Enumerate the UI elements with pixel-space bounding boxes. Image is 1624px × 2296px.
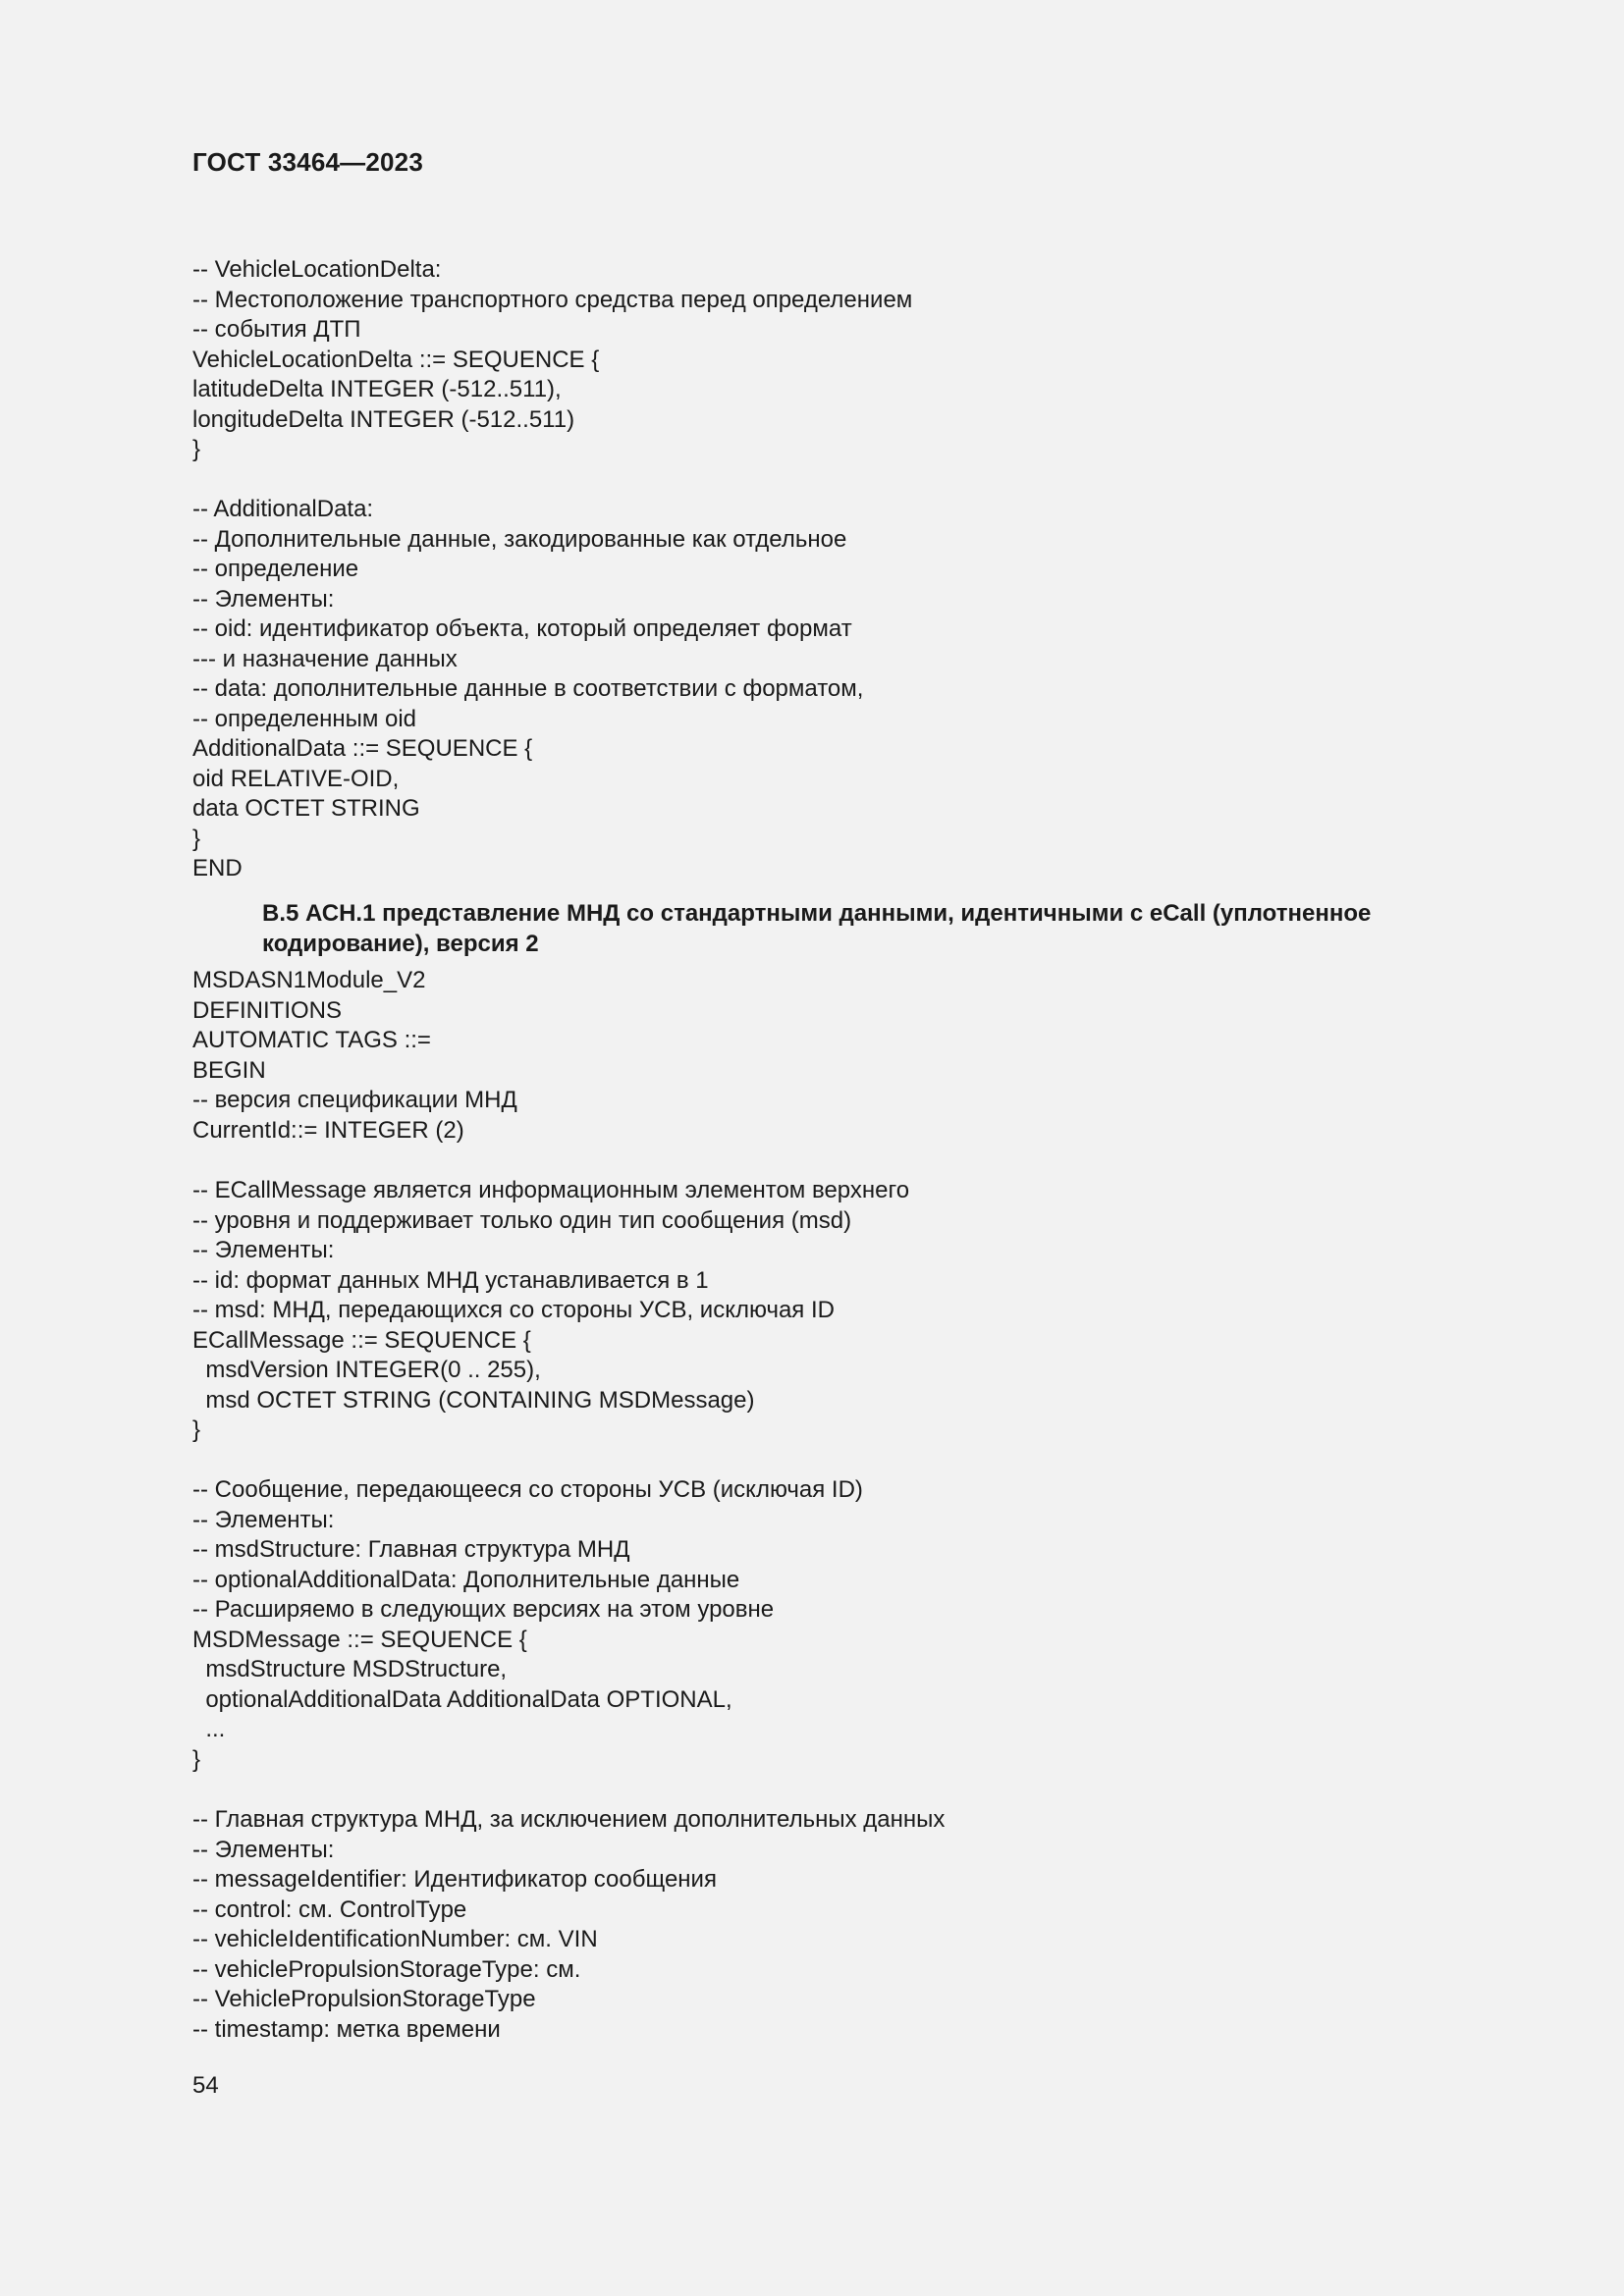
code-line: END (192, 855, 243, 881)
code-line: -- версия спецификации МНД (192, 1087, 517, 1113)
code-line: BEGIN (192, 1056, 266, 1084)
code-line: CurrentId::= INTEGER (2) (192, 1116, 464, 1144)
code-line: AdditionalData ::= SEQUENCE { (192, 735, 533, 762)
code-line: -- oid: идентификатор объекта, который определяет формат (192, 615, 852, 642)
code-line: -- Сообщение, передающееся со стороны УСВ (исключая ID) (192, 1476, 863, 1503)
code-line: MSDMessage ::= SEQUENCE { (192, 1626, 527, 1653)
code-line: optionalAdditionalData AdditionalData OPTIONAL, (192, 1685, 732, 1713)
code-block-module-header (192, 966, 517, 1146)
page-number: 54 (192, 2072, 219, 2099)
code-line: AUTOMATIC TAGS ::= (192, 1027, 431, 1053)
code-line: -- Местоположение транспортного средства перед определением (192, 286, 913, 313)
code-line: oid RELATIVE-OID, (192, 765, 400, 792)
code-line: } (192, 436, 201, 462)
code-line: -- Дополнительные данные, закодированные как отдельное (192, 525, 847, 553)
code-line: msdVersion INTEGER(0 .. 255), (192, 1357, 541, 1383)
code-line: -- AdditionalData: (192, 496, 374, 522)
code-line: -- VehiclePropulsionStorageType (192, 1986, 536, 2012)
code-line: -- data: дополнительные данные в соответствии с форматом, (192, 675, 864, 702)
code-block-vehicle-location-delta (192, 255, 912, 465)
code-line: longitudeDelta INTEGER (-512..511) (192, 405, 575, 433)
code-line: MSDASN1Module_V2 (192, 967, 426, 993)
code-line: data OCTET STRING (192, 795, 420, 822)
code-line: --- и назначение данных (192, 645, 458, 672)
code-line: -- ECallMessage является информационным элементом верхнего (192, 1177, 910, 1203)
code-block-msd-structure (192, 1805, 945, 2045)
code-line: latitudeDelta INTEGER (-512..511), (192, 376, 562, 402)
code-line: -- события ДТП (192, 316, 361, 343)
code-line: msd OCTET STRING (CONTAINING MSDMessage) (192, 1386, 755, 1414)
code-line: DEFINITIONS (192, 996, 343, 1024)
code-line: -- Элементы: (192, 1506, 335, 1533)
code-line: -- определение (192, 556, 359, 582)
code-line: -- control: см. ControlType (192, 1896, 467, 1923)
code-line: -- Элементы: (192, 1237, 335, 1263)
code-line: -- messageIdentifier: Идентификатор сообщения (192, 1866, 717, 1893)
code-line: } (192, 1416, 201, 1443)
code-block-additional-data (192, 495, 863, 884)
code-line: -- id: формат данных МНД устанавливается в 1 (192, 1266, 709, 1294)
code-line: -- Расширяемо в следующих версиях на этом уровне (192, 1596, 775, 1623)
code-line: -- Элементы: (192, 1836, 335, 1863)
code-line: -- msd: МНД, передающихся со стороны УСВ, исключая ID (192, 1297, 835, 1323)
code-block-ecall-message (192, 1176, 909, 1446)
code-line: ECallMessage ::= SEQUENCE { (192, 1326, 531, 1354)
code-line: } (192, 825, 201, 852)
code-line: -- msdStructure: Главная структура МНД (192, 1536, 630, 1563)
code-line: } (192, 1745, 201, 1773)
code-line: ... (192, 1716, 226, 1742)
code-line: -- vehiclePropulsionStorageType: см. (192, 1955, 581, 1983)
code-line: -- Главная структура МНД, за исключением дополнительных данных (192, 1806, 946, 1833)
code-line: msdStructure MSDStructure, (192, 1656, 508, 1682)
code-line: -- vehicleIdentificationNumber: см. VIN (192, 1926, 598, 1952)
code-line: -- VehicleLocationDelta: (192, 256, 442, 283)
document-header: ГОСТ 33464—2023 (192, 147, 423, 177)
code-line: -- Элементы: (192, 585, 335, 613)
code-line: -- optionalAdditionalData: Дополнительные данные (192, 1566, 740, 1593)
code-line: VehicleLocationDelta ::= SEQUENCE { (192, 346, 600, 373)
code-line: -- определенным oid (192, 705, 417, 732)
code-line: -- timestamp: метка времени (192, 2015, 501, 2043)
code-block-msd-message (192, 1475, 863, 1775)
section-heading: В.5 АСН.1 представление МНД со стандартными данными, идентичными с eCall (уплотненное кодирование), версия 2 (262, 900, 1372, 957)
code-line: -- уровня и поддерживает только один тип сообщения (msd) (192, 1206, 852, 1234)
